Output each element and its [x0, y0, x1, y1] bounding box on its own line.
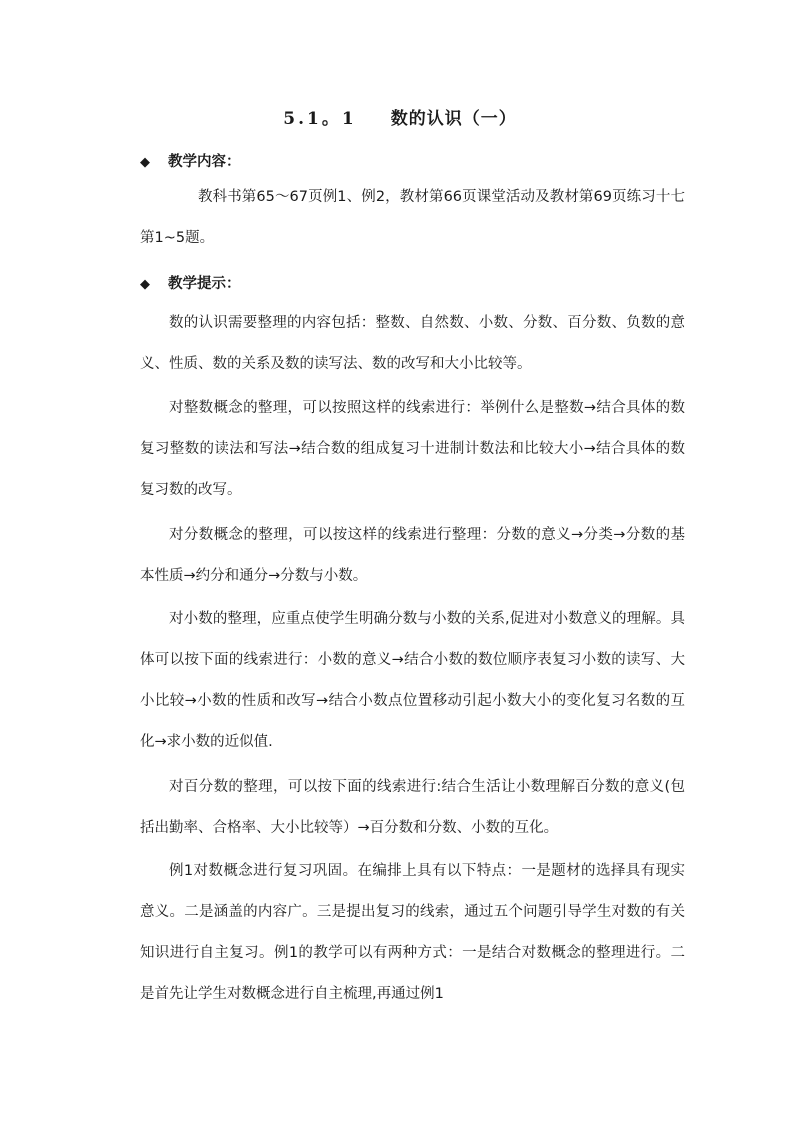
heading-label: 教学内容：	[168, 154, 241, 170]
heading-teaching-content	[140, 150, 241, 171]
section-number: 5.1。1	[283, 109, 357, 129]
paragraph-percents: 对百分数的整理，可以按下面的线索进行:结合生活让小数理解百分数的意义(包括出勤率、合格率、大小比较等）→百分数和分数、小数的互化。	[140, 779, 685, 836]
paragraph-fractions: 对分数概念的整理，可以按这样的线索进行整理：分数的意义→分类→分数的基本性质→约分和通分→分数与小数。	[140, 527, 685, 584]
paragraph-example-1: 例1对数概念进行复习巩固。在编排上具有以下特点：一是题材的选择具有现实意义。二是涵盖的内容广。三是提出复习的线索，通过五个问题引导学生对数的有关知识进行自主复习。例1的教学可以有两种方式：一是结合对数概念的整理进行。二是首先让学生对数概念进行自主梳理,再通过例1	[140, 863, 685, 1002]
heading-teaching-tips	[140, 272, 241, 293]
paragraph-integers: 对整数概念的整理，可以按照这样的线索进行：举例什么是整数→结合具体的数复习整数的读法和写法→结合数的组成复习十进制计数法和比较大小→结合具体的数复习数的改写。	[140, 400, 685, 498]
diamond-bullet-icon: ◆	[140, 277, 150, 292]
paragraph-overview: 数的认识需要整理的内容包括：整数、自然数、小数、分数、百分数、负数的意义、性质、数的关系及数的读写法、数的改写和大小比较等。	[140, 315, 685, 372]
paragraph-content: 教科书第65～67页例1、例2，教材第66页课堂活动及教材第69页练习十七第1~5题。	[140, 189, 685, 246]
page-title	[0, 104, 800, 129]
heading-label: 教学提示：	[168, 276, 241, 292]
diamond-bullet-icon: ◆	[140, 155, 150, 170]
title-text: 数的认识（一）	[390, 109, 517, 129]
paragraph-decimals: 对小数的整理，应重点使学生明确分数与小数的关系,促进对小数意义的理解。具体可以按下面的线索进行：小数的意义→结合小数的数位顺序表复习小数的读写、大小比较→小数的性质和改写→结合小数点位置移动引起小数大小的变化复习名数的互化→求小数的近似值.	[140, 611, 685, 750]
